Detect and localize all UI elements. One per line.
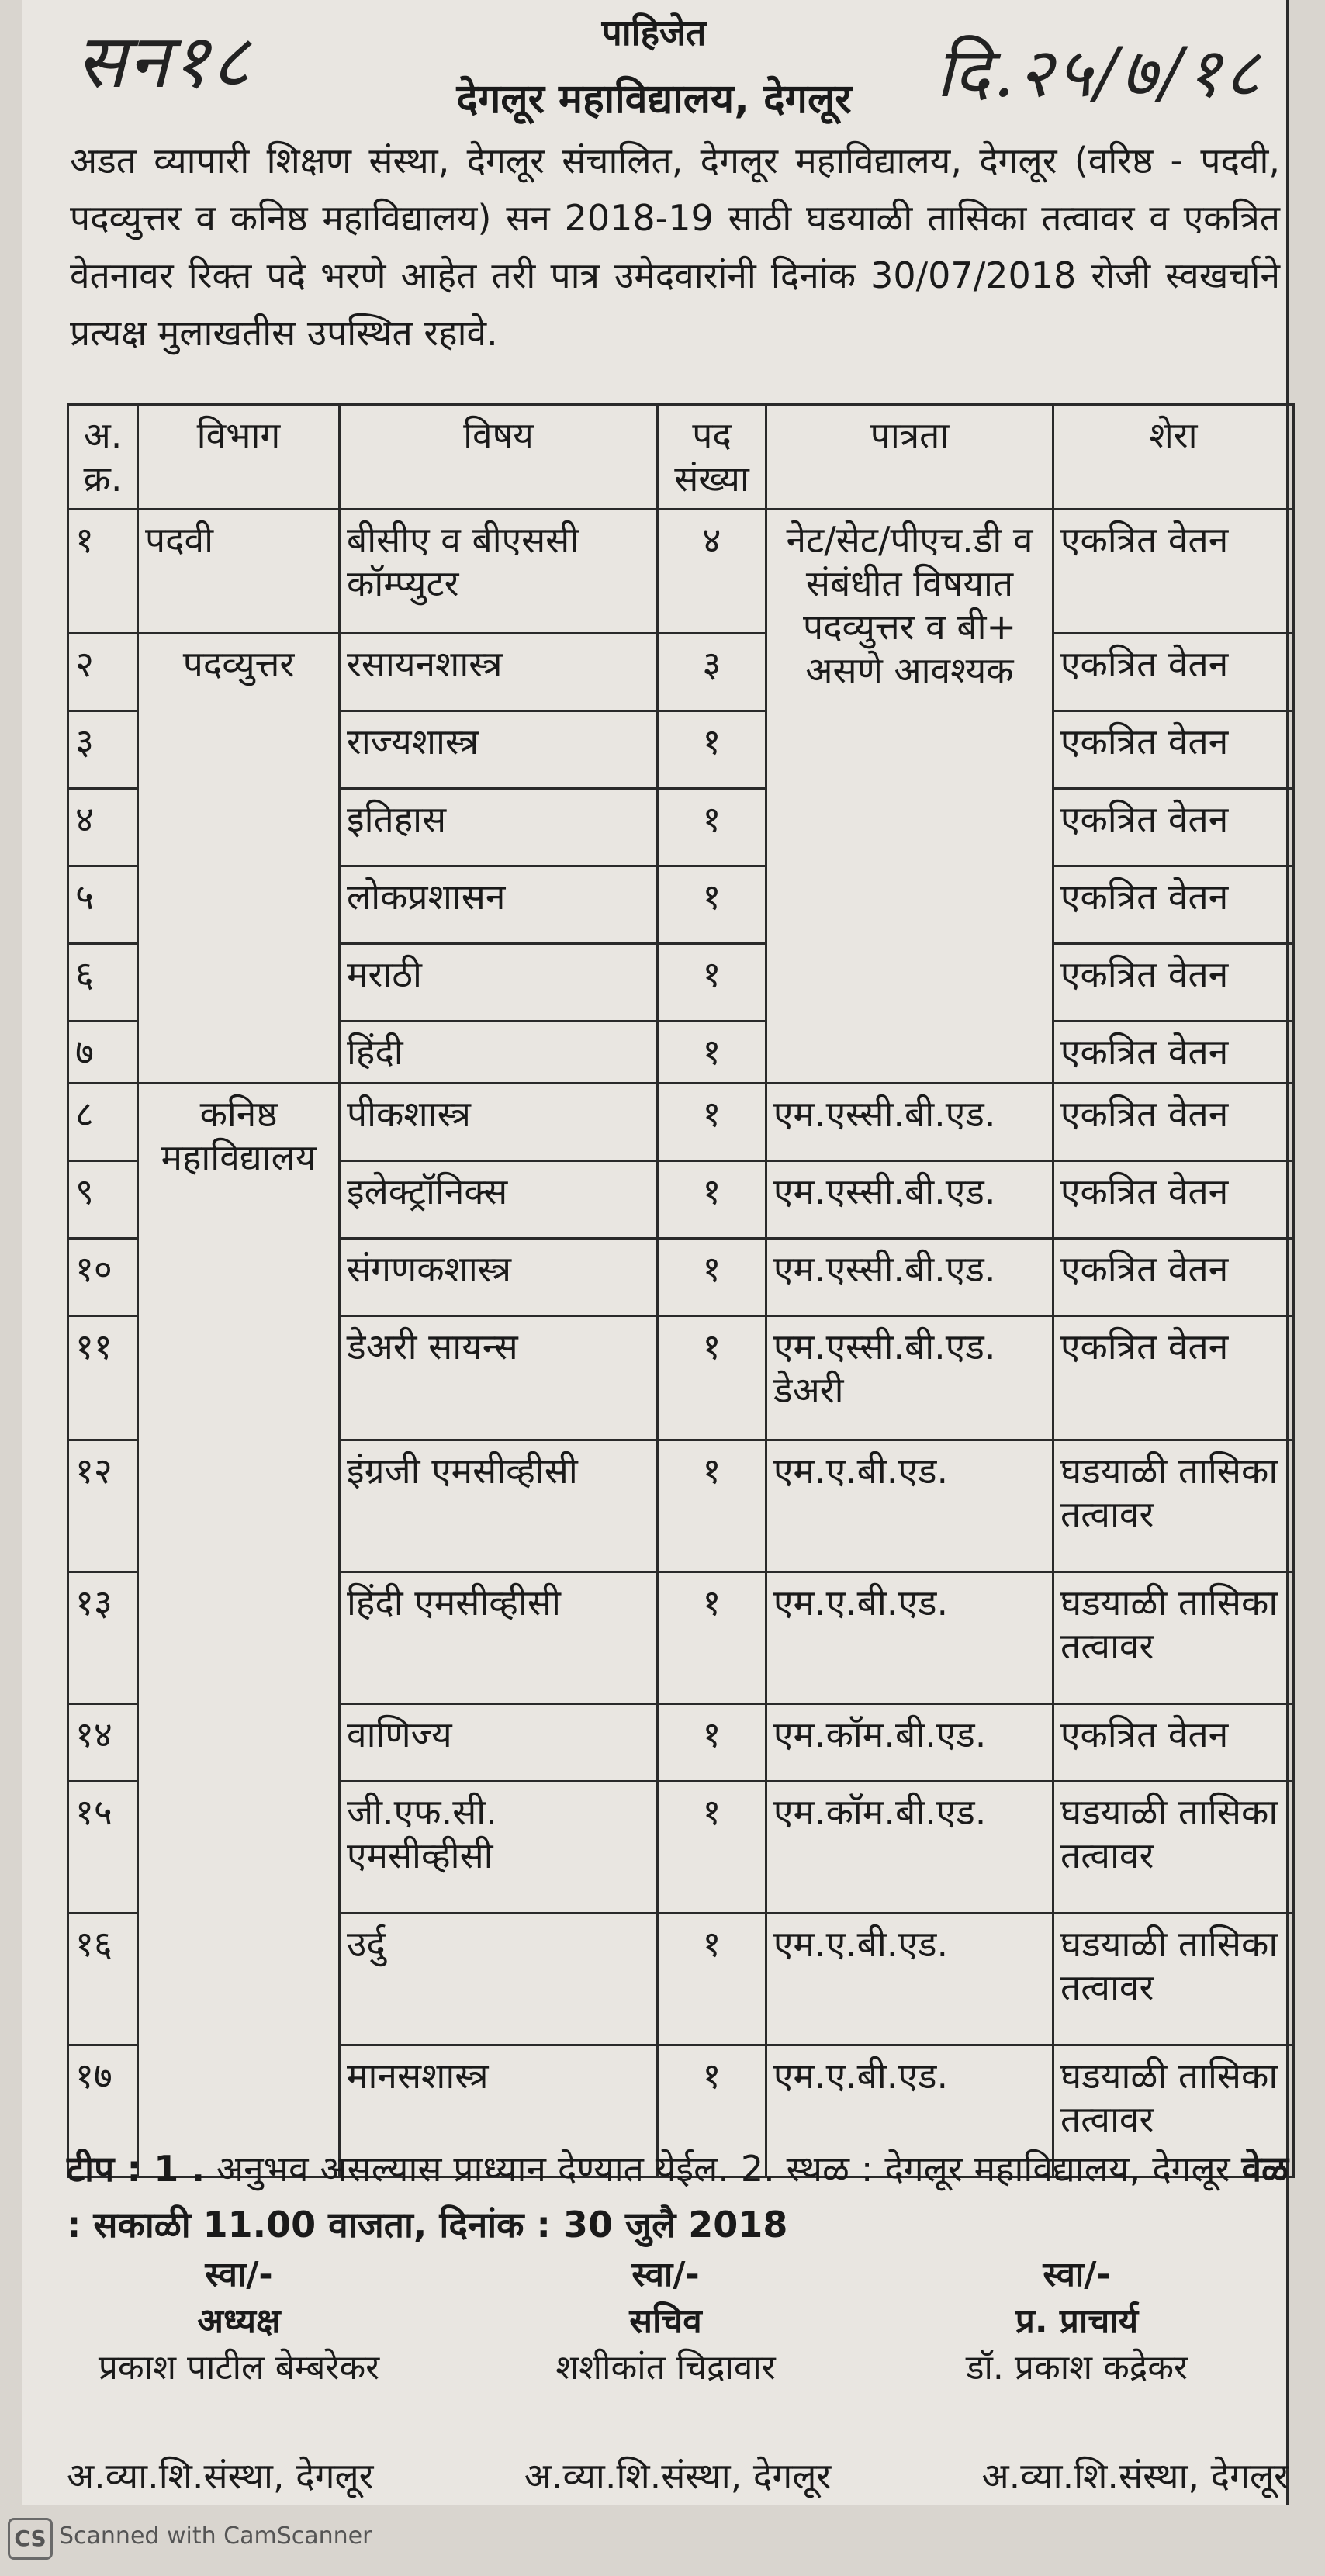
signature-secretary	[503, 2249, 829, 2389]
cell-sr: १४	[68, 1704, 138, 1782]
cell-sr: १०	[68, 1239, 138, 1316]
cell-posts: १	[658, 1704, 766, 1782]
cell-subject: हिंदी एमसीव्हीसी	[340, 1572, 658, 1704]
cell-sr: २	[68, 634, 138, 711]
cell-subject: हिंदी	[340, 1022, 658, 1084]
vacancy-table	[67, 403, 1295, 2178]
cell-subject: पीकशास्त्र	[340, 1084, 658, 1161]
intro-paragraph: अडत व्यापारी शिक्षण संस्था, देगलूर संचालित, देगलूर महाविद्यालय, देगलूर (वरिष्ठ - पदवी, पदव्युत्तर व कनिष्ठ महाविद्यालय) सन 2018-19 साठी घडयाळी तासिका तत्वावर व एकत्रित वेतनावर रिक्त पदे भरणे आहेत तरी पात्र उमेदवारांनी दिनांक 30/07/2018 रोजी स्वखर्चाने प्रत्यक्ष मुलाखतीस उपस्थित रहावे.	[70, 140, 1280, 354]
cell-sr: १३	[68, 1572, 138, 1704]
cell-qualification: एम.कॉम.बी.एड.	[766, 1782, 1053, 1914]
cell-remark: घडयाळी तासिका तत्वावर	[1053, 1914, 1294, 2045]
col-sr: अ. क्र.	[68, 405, 138, 510]
cell-posts: १	[658, 1440, 766, 1572]
cell-posts: ३	[658, 634, 766, 711]
cell-remark: घडयाळी तासिका तत्वावर	[1053, 2045, 1294, 2177]
cell-subject: बीसीए व बीएससी कॉम्प्युटर	[340, 510, 658, 634]
cell-posts: १	[658, 866, 766, 944]
cell-posts: १	[658, 789, 766, 866]
cell-subject: इलेक्ट्रॉनिक्स	[340, 1161, 658, 1239]
cell-subject: इतिहास	[340, 789, 658, 866]
cell-remark: एकत्रित वेतन	[1053, 1084, 1294, 1161]
cell-subject: मानसशास्त्र	[340, 2045, 658, 2177]
signature-name: शशीकांत चिद्रावार	[555, 2348, 776, 2388]
cell-sr: १६	[68, 1914, 138, 2045]
footer-institution: अ.व्या.शि.संस्था, देगलूर	[67, 2455, 374, 2497]
col-posts: पद संख्या	[658, 405, 766, 510]
signature-name: प्रकाश पाटील बेम्बरेकर	[98, 2348, 380, 2388]
cell-qualification: एम.ए.बी.एड.	[766, 1914, 1053, 2045]
ad-heading: पाहिजेत	[601, 12, 707, 54]
signature-mark: स्वा/-	[1043, 2255, 1111, 2294]
scanner-watermark: Scanned with CamScanner	[59, 2522, 372, 2550]
cell-sr: ४	[68, 789, 138, 866]
col-subject: विषय	[340, 405, 658, 510]
cell-remark: एकत्रित वेतन	[1053, 789, 1294, 866]
cell-sr: ७	[68, 1022, 138, 1084]
cell-subject: इंग्रजी एमसीव्हीसी	[340, 1440, 658, 1572]
footer-institution-line	[67, 2451, 1289, 2499]
table-row	[68, 634, 1294, 711]
note-label: टीप : 1 .	[67, 2148, 206, 2190]
newspaper-clipping	[22, 0, 1289, 2505]
signature-mark: स्वा/-	[205, 2255, 273, 2294]
cell-subject: लोकप्रशासन	[340, 866, 658, 944]
table-row	[68, 1084, 1294, 1161]
cell-subject: रसायनशास्त्र	[340, 634, 658, 711]
cell-sr: ९	[68, 1161, 138, 1239]
cell-remark: एकत्रित वेतन	[1053, 866, 1294, 944]
signature-principal	[914, 2249, 1240, 2389]
cell-posts: १	[658, 1914, 766, 2045]
cell-sr: १५	[68, 1782, 138, 1914]
footer-institution: अ.व्या.शि.संस्था, देगलूर	[524, 2455, 832, 2497]
cell-posts: १	[658, 1316, 766, 1440]
note-paragraph	[67, 2141, 1289, 2253]
note-time: वेळ : सकाळी 11.00 वाजता, दिनांक : 30 जुलै 2018	[67, 2148, 1289, 2246]
cell-posts: १	[658, 1084, 766, 1161]
cell-remark: घडयाळी तासिका तत्वावर	[1053, 1782, 1294, 1914]
col-dept: विभाग	[138, 405, 340, 510]
cell-qualification: एम.एस्सी.बी.एड.	[766, 1084, 1053, 1161]
cell-qualification: एम.ए.बी.एड.	[766, 1440, 1053, 1572]
cell-remark: एकत्रित वेतन	[1053, 1022, 1294, 1084]
signature-title: प्र. प्राचार्य	[1015, 2301, 1139, 2341]
cell-remark: एकत्रित वेतन	[1053, 510, 1294, 634]
signature-president	[92, 2249, 386, 2389]
cell-qualification: एम.एस्सी.बी.एड.	[766, 1239, 1053, 1316]
cell-qualification: नेट/सेट/पीएच.डी व संबंधीत विषयात पदव्युत्तर व बी+ असणे आवश्यक	[766, 510, 1053, 1084]
signature-title: सचिव	[629, 2301, 702, 2341]
cell-dept: कनिष्ठ महाविद्यालय	[138, 1084, 340, 2177]
cell-posts: ४	[658, 510, 766, 634]
handwritten-reference: सन१८	[76, 18, 252, 105]
cell-sr: १७	[68, 2045, 138, 2177]
cell-posts: १	[658, 1572, 766, 1704]
cell-subject: जी.एफ.सी. एमसीव्हीसी	[340, 1782, 658, 1914]
cell-remark: एकत्रित वेतन	[1053, 1239, 1294, 1316]
cell-remark: एकत्रित वेतन	[1053, 1704, 1294, 1782]
cell-remark: एकत्रित वेतन	[1053, 944, 1294, 1022]
cell-posts: १	[658, 1161, 766, 1239]
cell-remark: एकत्रित वेतन	[1053, 711, 1294, 789]
cell-remark: घडयाळी तासिका तत्वावर	[1053, 1572, 1294, 1704]
cell-remark: एकत्रित वेतन	[1053, 1161, 1294, 1239]
college-name: देगलूर महाविद्यालय, देगलूर	[456, 76, 852, 123]
cell-qualification: एम.एस्सी.बी.एड.	[766, 1161, 1053, 1239]
cell-dept: पदवी	[138, 510, 340, 634]
cell-remark: एकत्रित वेतन	[1053, 1316, 1294, 1440]
note-text: अनुभव असल्यास प्राध्यान देण्यात येईल. 2. स्थळ : देगलूर महाविद्यालय, देगलूर	[216, 2148, 1230, 2190]
cell-subject: मराठी	[340, 944, 658, 1022]
cell-sr: ८	[68, 1084, 138, 1161]
col-remark: शेरा	[1053, 405, 1294, 510]
cell-sr: ३	[68, 711, 138, 789]
cell-subject: राज्यशास्त्र	[340, 711, 658, 789]
handwritten-date: दि.२५/७/१८	[936, 33, 1263, 112]
cell-posts: १	[658, 944, 766, 1022]
camscanner-logo-icon: CS	[8, 2518, 53, 2560]
cell-remark: घडयाळी तासिका तत्वावर	[1053, 1440, 1294, 1572]
cell-posts: १	[658, 1239, 766, 1316]
cell-sr: ५	[68, 866, 138, 944]
cell-subject: उर्दु	[340, 1914, 658, 2045]
cell-subject: डेअरी सायन्स	[340, 1316, 658, 1440]
cell-dept: पदव्युत्तर	[138, 634, 340, 1084]
signature-name: डॉ. प्रकाश कद्रेकर	[966, 2348, 1188, 2388]
cell-posts: १	[658, 2045, 766, 2177]
cell-sr: ६	[68, 944, 138, 1022]
cell-posts: १	[658, 1782, 766, 1914]
cell-sr: १	[68, 510, 138, 634]
signature-title: अध्यक्ष	[197, 2301, 281, 2341]
footer-institution: अ.व्या.शि.संस्था, देगलूर	[981, 2455, 1289, 2497]
cell-qualification: एम.ए.बी.एड.	[766, 1572, 1053, 1704]
signature-mark: स्वा/-	[631, 2255, 700, 2294]
cell-sr: १२	[68, 1440, 138, 1572]
cell-remark: एकत्रित वेतन	[1053, 634, 1294, 711]
cell-subject: संगणकशास्त्र	[340, 1239, 658, 1316]
cell-qualification: एम.एस्सी.बी.एड. डेअरी	[766, 1316, 1053, 1440]
cell-sr: ११	[68, 1316, 138, 1440]
col-qualification: पात्रता	[766, 405, 1053, 510]
table-header-row	[68, 405, 1294, 510]
cell-posts: १	[658, 711, 766, 789]
cell-subject: वाणिज्य	[340, 1704, 658, 1782]
cell-qualification: एम.ए.बी.एड.	[766, 2045, 1053, 2177]
table-row	[68, 510, 1294, 634]
cell-qualification: एम.कॉम.बी.एड.	[766, 1704, 1053, 1782]
cell-posts: १	[658, 1022, 766, 1084]
